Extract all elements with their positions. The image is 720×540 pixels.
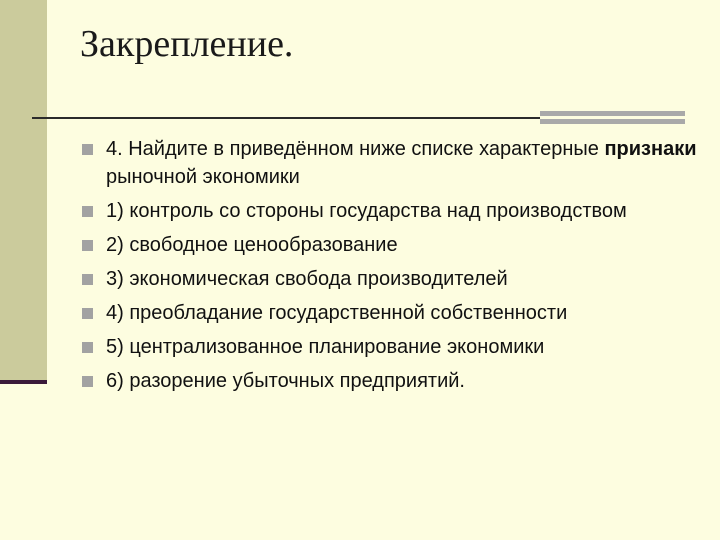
- option-text: 6) разорение убыточных предприятий.: [106, 370, 465, 392]
- square-bullet-icon: [82, 206, 93, 217]
- list-item-option-5: [82, 333, 712, 361]
- list-item-option-2: [82, 231, 712, 259]
- question-text-end: рыночной экономики: [106, 166, 300, 188]
- question-text-bold: признаки: [604, 138, 697, 160]
- bullet-list: [82, 135, 712, 401]
- list-item-option-1: [82, 197, 712, 225]
- option-text: 1) контроль со стороны государства над производством: [106, 200, 627, 222]
- option-text: 5) централизованное планирование экономики: [106, 336, 545, 358]
- question-text-start: 4. Найдите в приведённом ниже списке характерные: [106, 138, 605, 160]
- option-text: 3) экономическая свобода производителей: [106, 268, 508, 290]
- slide-title: Закрепление.: [80, 23, 294, 65]
- option-text: 4) преобладание государственной собственности: [106, 302, 568, 324]
- list-item-option-4: [82, 299, 712, 327]
- list-item-option-3: [82, 265, 712, 293]
- square-bullet-icon: [82, 376, 93, 387]
- square-bullet-icon: [82, 342, 93, 353]
- side-accent-line: [0, 380, 47, 384]
- square-bullet-icon: [82, 240, 93, 251]
- square-bullet-icon: [82, 308, 93, 319]
- divider-accent-block: [540, 111, 685, 124]
- option-text: 2) свободное ценообразование: [106, 234, 398, 256]
- side-decor-bar: [0, 0, 47, 383]
- square-bullet-icon: [82, 144, 93, 155]
- square-bullet-icon: [82, 274, 93, 285]
- list-item-option-6: [82, 367, 712, 395]
- list-item-question: [82, 135, 712, 191]
